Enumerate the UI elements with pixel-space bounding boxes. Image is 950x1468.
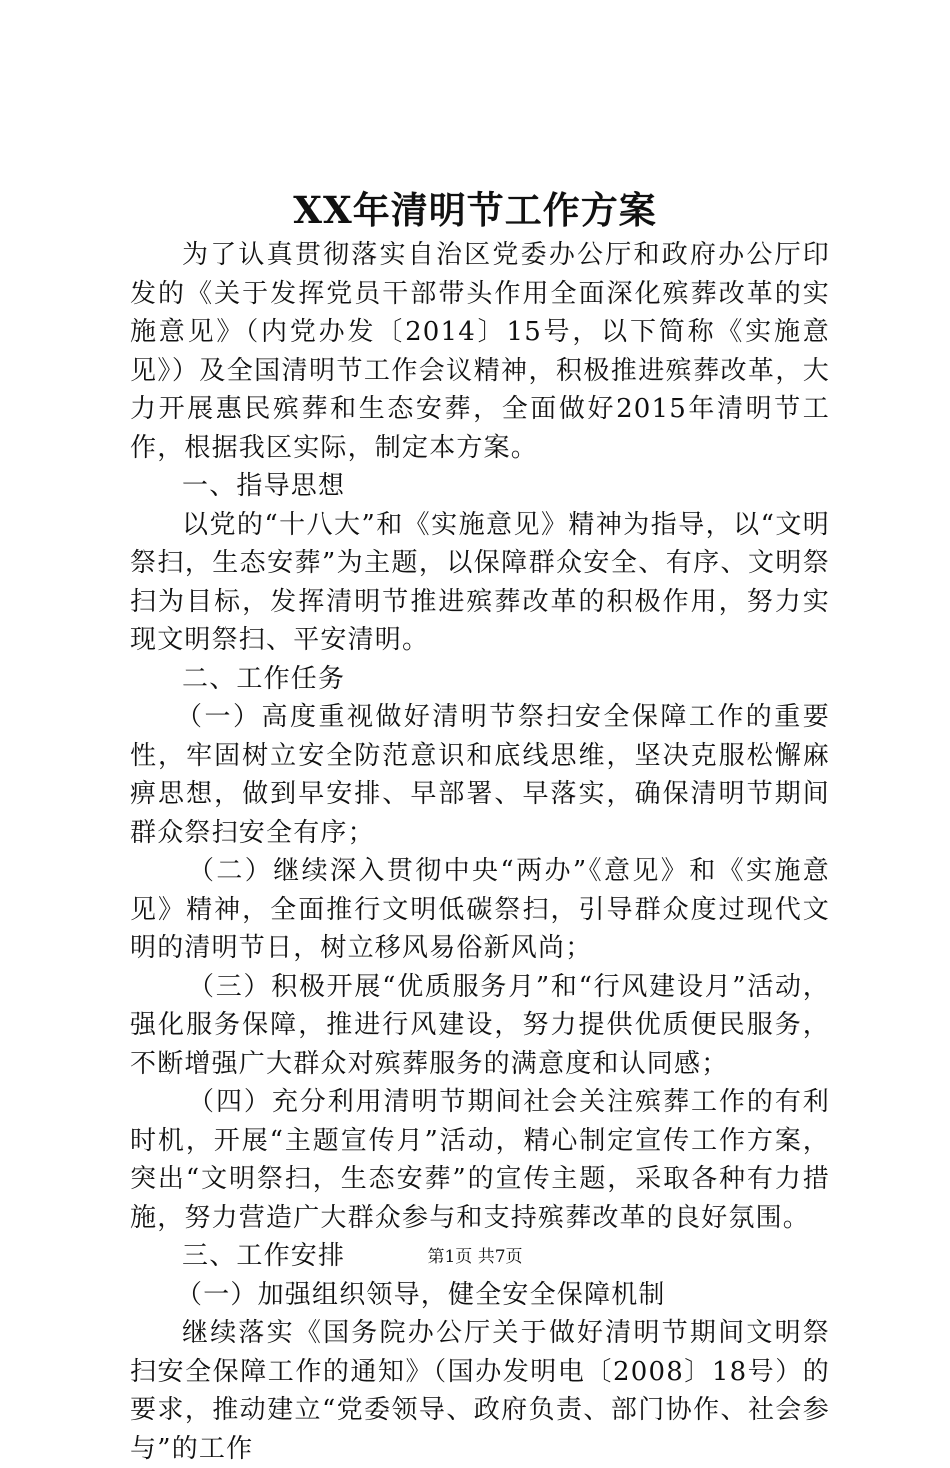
task-item-2: （二）继续深入贯彻中央“两办”《意见》和《实施意见》精神，全面推行文明低碳祭扫，引导群众度过现代文明的清明节日，树立移风易俗新风尚；	[130, 856, 830, 963]
task-item-3: （三）积极开展“优质服务月”和“行风建设月”活动，强化服务保障，推进行风建设，努力提供优质便民服务，不断增强广大群众对殡葬服务的满意度和认同感；	[130, 971, 830, 1079]
section-heading-guiding-thought: 一、指导思想	[182, 471, 346, 501]
guiding-thought-paragraph: 以党的“十八大”和《实施意见》精神为指导，以“文明祭扫，生态安葬”为主题，以保障群众安全、有序、文明祭扫为目标，发挥清明节推进殡葬改革的积极作用，努力实现文明祭扫、平安清明。	[130, 509, 830, 655]
section-heading-work-arrangement: 三、工作安排	[182, 1241, 346, 1271]
arrangement-paragraph-1: 继续落实《国务院办公厅关于做好清明节期间文明祭扫安全保障工作的通知》（国办发明电〔2008〕18号）的要求，推动建立“党委领导、政府负责、部门协作、社会参与”的工作	[130, 1318, 830, 1464]
document-body	[130, 236, 830, 1468]
arrangement-subheading-1: （一）加强组织领导，健全安全保障机制	[176, 1279, 666, 1310]
page-number-footer: 第1页 共7页	[427, 1247, 523, 1267]
task-item-4: （四）充分利用清明节期间社会关注殡葬工作的有利时机，开展“主题宣传月”活动，精心制定宣传工作方案，突出“文明祭扫，生态安葬”的宣传主题，采取各种有力措施，努力营造广大群众参与和支持殡葬改革的良好氛围。	[130, 1087, 830, 1233]
document-title: XX年清明节工作方案	[293, 188, 657, 232]
section-heading-work-tasks: 二、工作任务	[182, 663, 346, 694]
task-item-1: （一）高度重视做好清明节祭扫安全保障工作的重要性，牢固树立安全防范意识和底线思维，坚决克服松懈麻痹思想，做到早安排、早部署、早落实，确保清明节期间群众祭扫安全有序；	[130, 702, 830, 848]
intro-paragraph: 为了认真贯彻落实自治区党委办公厅和政府办公厅印发的《关于发挥党员干部带头作用全面深化殡葬改革的实施意见》（内党办发〔2014〕15号，以下简称《实施意见》）及全国清明节工作会议精神，积极推进殡葬改革，大力开展惠民殡葬和生态安葬，全面做好2015年清明节工作，根据我区实际，制定本方案。	[130, 240, 830, 463]
